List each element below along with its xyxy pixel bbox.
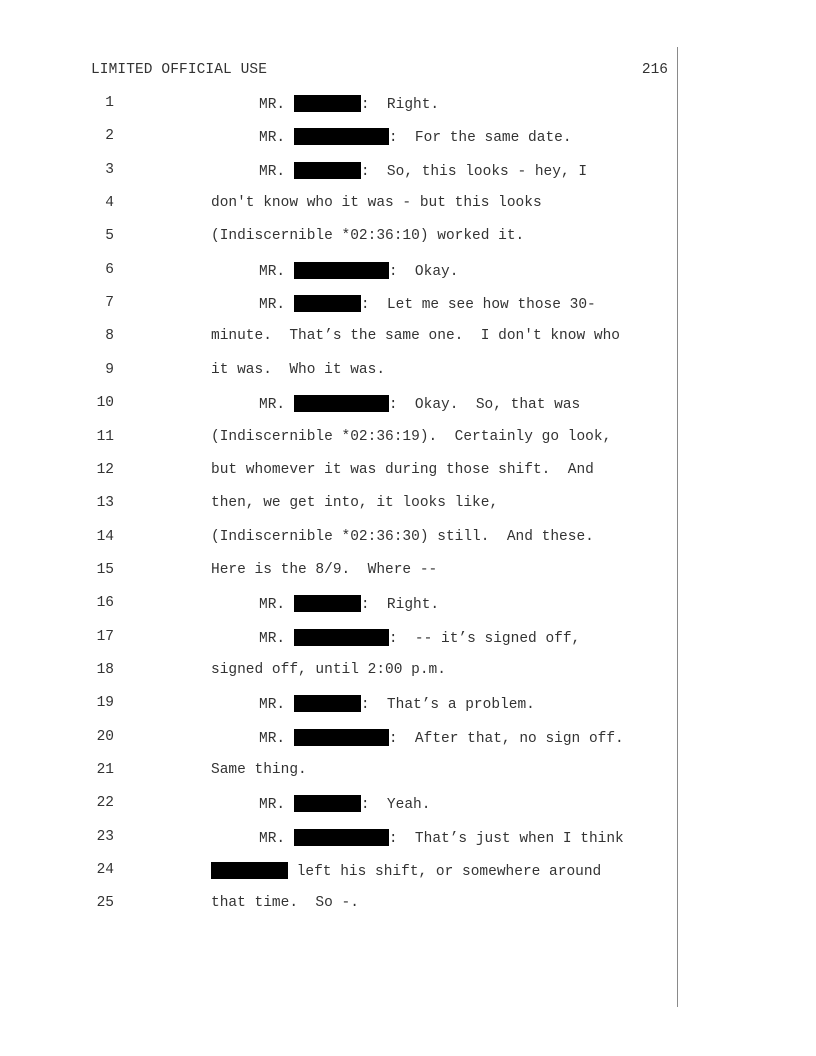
line-text	[259, 795, 430, 813]
line-number: 18	[96, 662, 114, 678]
speaker-prefix: it was. Who it was.	[211, 362, 386, 378]
line-text	[259, 295, 596, 313]
line-content: : For the same date.	[388, 130, 572, 146]
line-content: : After that, no sign off.	[388, 731, 624, 747]
speaker-prefix: signed off, until 2:00 p.m.	[211, 662, 446, 678]
line-text	[259, 829, 624, 847]
redaction-block	[294, 95, 361, 112]
line-number: 15	[96, 562, 114, 578]
line-number: 21	[96, 762, 114, 778]
transcript-line	[0, 195, 676, 215]
transcript-line	[0, 829, 676, 849]
line-number: 2	[105, 128, 114, 144]
speaker-prefix: MR.	[259, 797, 294, 813]
speaker-prefix: then, we get into, it looks like,	[211, 495, 499, 511]
line-text	[211, 495, 498, 511]
speaker-prefix: don't know who it was - but this looks	[211, 195, 542, 211]
line-content: : Okay.	[388, 264, 459, 280]
line-text	[211, 662, 446, 678]
speaker-prefix: MR.	[259, 164, 294, 180]
transcript-line	[0, 328, 676, 348]
speaker-prefix: MR.	[259, 297, 294, 313]
transcript-line	[0, 862, 676, 882]
redaction-block	[294, 695, 361, 712]
line-text	[211, 195, 542, 211]
redaction-block	[211, 862, 288, 879]
line-text	[211, 228, 524, 244]
right-margin-rule	[677, 47, 678, 1007]
line-number: 1	[105, 95, 114, 111]
line-content: : So, this looks - hey, I	[360, 164, 588, 180]
line-number: 25	[96, 895, 114, 911]
speaker-prefix: MR.	[259, 264, 294, 280]
line-content: : That’s a problem.	[360, 697, 535, 713]
line-number: 11	[96, 429, 114, 445]
line-number: 12	[96, 462, 114, 478]
transcript-line	[0, 128, 676, 148]
line-text	[259, 629, 580, 647]
line-text	[211, 529, 594, 545]
speaker-prefix: MR.	[259, 597, 294, 613]
line-content: : Yeah.	[360, 797, 431, 813]
transcript-line	[0, 795, 676, 815]
speaker-prefix: MR.	[259, 731, 294, 747]
line-text	[259, 695, 535, 713]
speaker-prefix: but whomever it was during those shift. And	[211, 462, 594, 478]
transcript-line	[0, 462, 676, 482]
transcript-line	[0, 529, 676, 549]
transcript-line	[0, 729, 676, 749]
transcript-line	[0, 895, 676, 915]
line-number: 24	[96, 862, 114, 878]
transcript-line	[0, 429, 676, 449]
line-number: 23	[96, 829, 114, 845]
speaker-prefix: MR.	[259, 831, 294, 847]
redaction-block	[294, 262, 389, 279]
line-number: 4	[105, 195, 114, 211]
speaker-prefix: (Indiscernible *02:36:10) worked it.	[211, 228, 525, 244]
redaction-block	[294, 629, 389, 646]
line-number: 9	[105, 362, 114, 378]
transcript-line	[0, 762, 676, 782]
speaker-prefix: that time. So -.	[211, 895, 359, 911]
redaction-block	[294, 795, 361, 812]
line-number: 19	[96, 695, 114, 711]
line-text	[259, 128, 572, 146]
classification-header: LIMITED OFFICIAL USE	[91, 62, 268, 78]
line-text	[259, 262, 458, 280]
line-number: 14	[96, 529, 114, 545]
transcript-line	[0, 295, 676, 315]
line-number: 22	[96, 795, 114, 811]
speaker-prefix: MR.	[259, 697, 294, 713]
transcript-line	[0, 495, 676, 515]
transcript-line	[0, 262, 676, 282]
redaction-block	[294, 395, 389, 412]
redaction-block	[294, 729, 389, 746]
line-number: 5	[105, 228, 114, 244]
line-content: : Right.	[360, 97, 440, 113]
speaker-prefix: Here is the 8/9. Where --	[211, 562, 438, 578]
transcript-line	[0, 695, 676, 715]
line-text	[211, 562, 437, 578]
line-number: 20	[96, 729, 114, 745]
transcript-line	[0, 95, 676, 115]
line-text	[211, 362, 385, 378]
transcript-line	[0, 662, 676, 682]
line-content: left his shift, or somewhere around	[288, 864, 602, 880]
transcript-line	[0, 395, 676, 415]
transcript-line	[0, 162, 676, 182]
line-text	[211, 762, 307, 778]
speaker-prefix: MR.	[259, 631, 294, 647]
line-number: 8	[105, 328, 114, 344]
speaker-prefix: MR.	[259, 97, 294, 113]
line-content: : -- it’s signed off,	[388, 631, 581, 647]
line-number: 7	[105, 295, 114, 311]
speaker-prefix: (Indiscernible *02:36:30) still. And these.	[211, 529, 594, 545]
redaction-block	[294, 128, 389, 145]
line-text	[259, 162, 587, 180]
transcript-line	[0, 562, 676, 582]
line-text	[211, 328, 620, 344]
line-number: 13	[96, 495, 114, 511]
speaker-prefix: MR.	[259, 130, 294, 146]
redaction-block	[294, 595, 361, 612]
transcript-line	[0, 228, 676, 248]
line-number: 16	[96, 595, 114, 611]
line-text	[259, 395, 580, 413]
line-number: 3	[105, 162, 114, 178]
line-text	[259, 595, 439, 613]
line-text	[211, 462, 594, 478]
speaker-prefix: (Indiscernible *02:36:19). Certainly go look,	[211, 429, 612, 445]
redaction-block	[294, 829, 389, 846]
redaction-block	[294, 162, 361, 179]
line-text	[259, 729, 624, 747]
line-content: : Let me see how those 30-	[360, 297, 596, 313]
speaker-prefix: MR.	[259, 397, 294, 413]
speaker-prefix: Same thing.	[211, 762, 307, 778]
line-content: : That’s just when I think	[388, 831, 624, 847]
transcript-line	[0, 362, 676, 382]
redaction-block	[294, 295, 361, 312]
line-text	[211, 895, 359, 911]
transcript-line	[0, 629, 676, 649]
line-text	[211, 429, 611, 445]
line-text	[259, 95, 439, 113]
line-content: : Okay. So, that was	[388, 397, 581, 413]
transcript-line	[0, 595, 676, 615]
line-number: 6	[105, 262, 114, 278]
line-content: : Right.	[360, 597, 440, 613]
line-text	[211, 862, 601, 880]
line-number: 10	[96, 395, 114, 411]
page-number: 216	[641, 62, 668, 78]
speaker-prefix: minute. That’s the same one. I don't know who	[211, 328, 620, 344]
line-number: 17	[96, 629, 114, 645]
